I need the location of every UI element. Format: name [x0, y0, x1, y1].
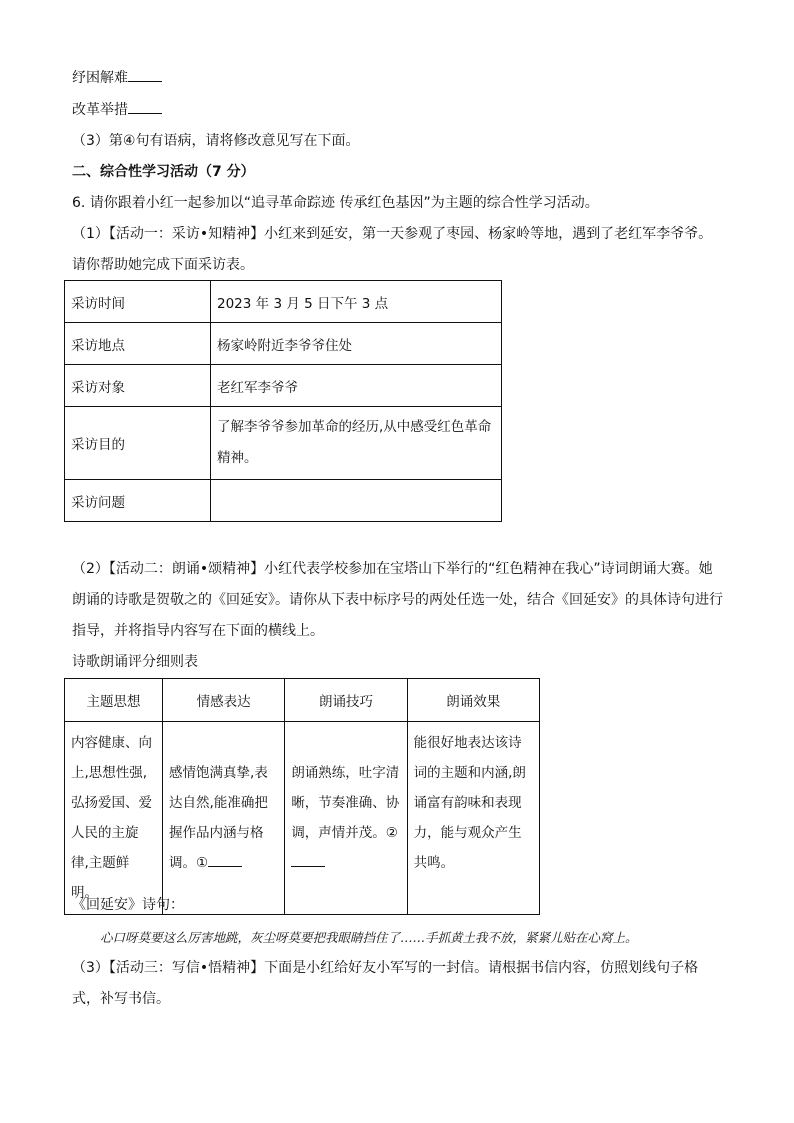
row-value: 2023 年 3 月 5 日下午 3 点	[211, 281, 502, 323]
activity-1-text: （1）【活动一：采访•知精神】小红来到延安，第一天参观了枣园、杨家岭等地，遇到了老红军李爷爷。请你帮助她完成下面采访表。	[72, 226, 713, 273]
row-value: 了解李爷爷参加革命的经历,从中感受红色革命精神。	[211, 407, 502, 480]
row-key: 采访时间	[65, 281, 211, 323]
column-header: 情感表达	[163, 679, 285, 722]
column-header: 朗诵技巧	[285, 679, 407, 722]
table-cell	[285, 722, 407, 915]
term-gaige: 改革举措	[72, 102, 128, 118]
table-title: 诗歌朗诵评分细则表	[72, 654, 198, 670]
cell-text: 感情饱满真挚,表达自然,能准确把握作品内涵与格调。①	[169, 765, 268, 871]
answer-line-gaige	[72, 99, 162, 120]
column-header: 朗诵效果	[407, 679, 539, 722]
question-6-text: 6. 请你跟着小红一起参加以“追寻革命踪迹 传承红色基因”为主题的综合性学习活动。	[72, 195, 599, 211]
cell-text: 朗诵熟练，吐字清晰，节奏准确、协调，声情并茂。②	[291, 765, 400, 841]
table-cell: 能很好地表达该诗词的主题和内涵,朗诵富有韵味和表现力，能与观众产生共鸣。	[407, 722, 539, 915]
answer-cell[interactable]	[211, 480, 502, 522]
answer-line-jiekun	[72, 67, 162, 88]
column-header: 主题思想	[65, 679, 163, 722]
blank[interactable]	[291, 852, 325, 867]
blank[interactable]	[128, 67, 162, 82]
poem-text: 心口呀莫要这么厉害地跳，灰尘呀莫要把我眼睛挡住了……手抓黄土我不放，紧紧儿贴在心窝上。	[100, 930, 638, 945]
blank[interactable]	[128, 99, 162, 114]
table-row	[65, 323, 502, 365]
table-cell	[163, 722, 285, 915]
activity-3-text: （3）【活动三：写信•悟精神】下面是小红给好友小军写的一封信。请根据书信内容，仿照划线句子格式，补写书信。	[72, 960, 699, 1007]
table-row	[65, 722, 540, 915]
blank[interactable]	[208, 852, 242, 867]
term-jiekun: 纾困解难	[72, 70, 128, 86]
row-key: 采访对象	[65, 365, 211, 407]
table-header-row	[65, 679, 540, 722]
section-heading: 二、综合性学习活动（7 分）	[72, 164, 255, 180]
table-row	[65, 480, 502, 522]
poem-label: 《回延安》诗句：	[72, 897, 184, 913]
interview-table	[64, 280, 502, 522]
row-value: 老红军李爷爷	[211, 365, 502, 407]
activity-2-text: （2）【活动二：朗诵•颂精神】小红代表学校参加在宝塔山下举行的“红色精神在我心”诗词朗诵大赛。她朗诵的诗歌是贺敬之的《回延安》。请你从下表中标序号的两处任选一处，结合《回延安》的具体诗句进行指导，并将指导内容写在下面的横线上。	[72, 561, 723, 639]
row-key: 采访地点	[65, 323, 211, 365]
score-table	[64, 678, 540, 915]
row-key: 采访目的	[65, 407, 211, 480]
question-3-text: （3）第④句有语病，请将修改意见写在下面。	[72, 133, 360, 149]
table-row	[65, 365, 502, 407]
table-row	[65, 281, 502, 323]
row-key: 采访问题	[65, 480, 211, 522]
table-cell: 内容健康、向上,思想性强,弘扬爱国、爱人民的主旋律,主题鲜明。	[65, 722, 163, 915]
row-value: 杨家岭附近李爷爷住处	[211, 323, 502, 365]
table-row	[65, 407, 502, 480]
